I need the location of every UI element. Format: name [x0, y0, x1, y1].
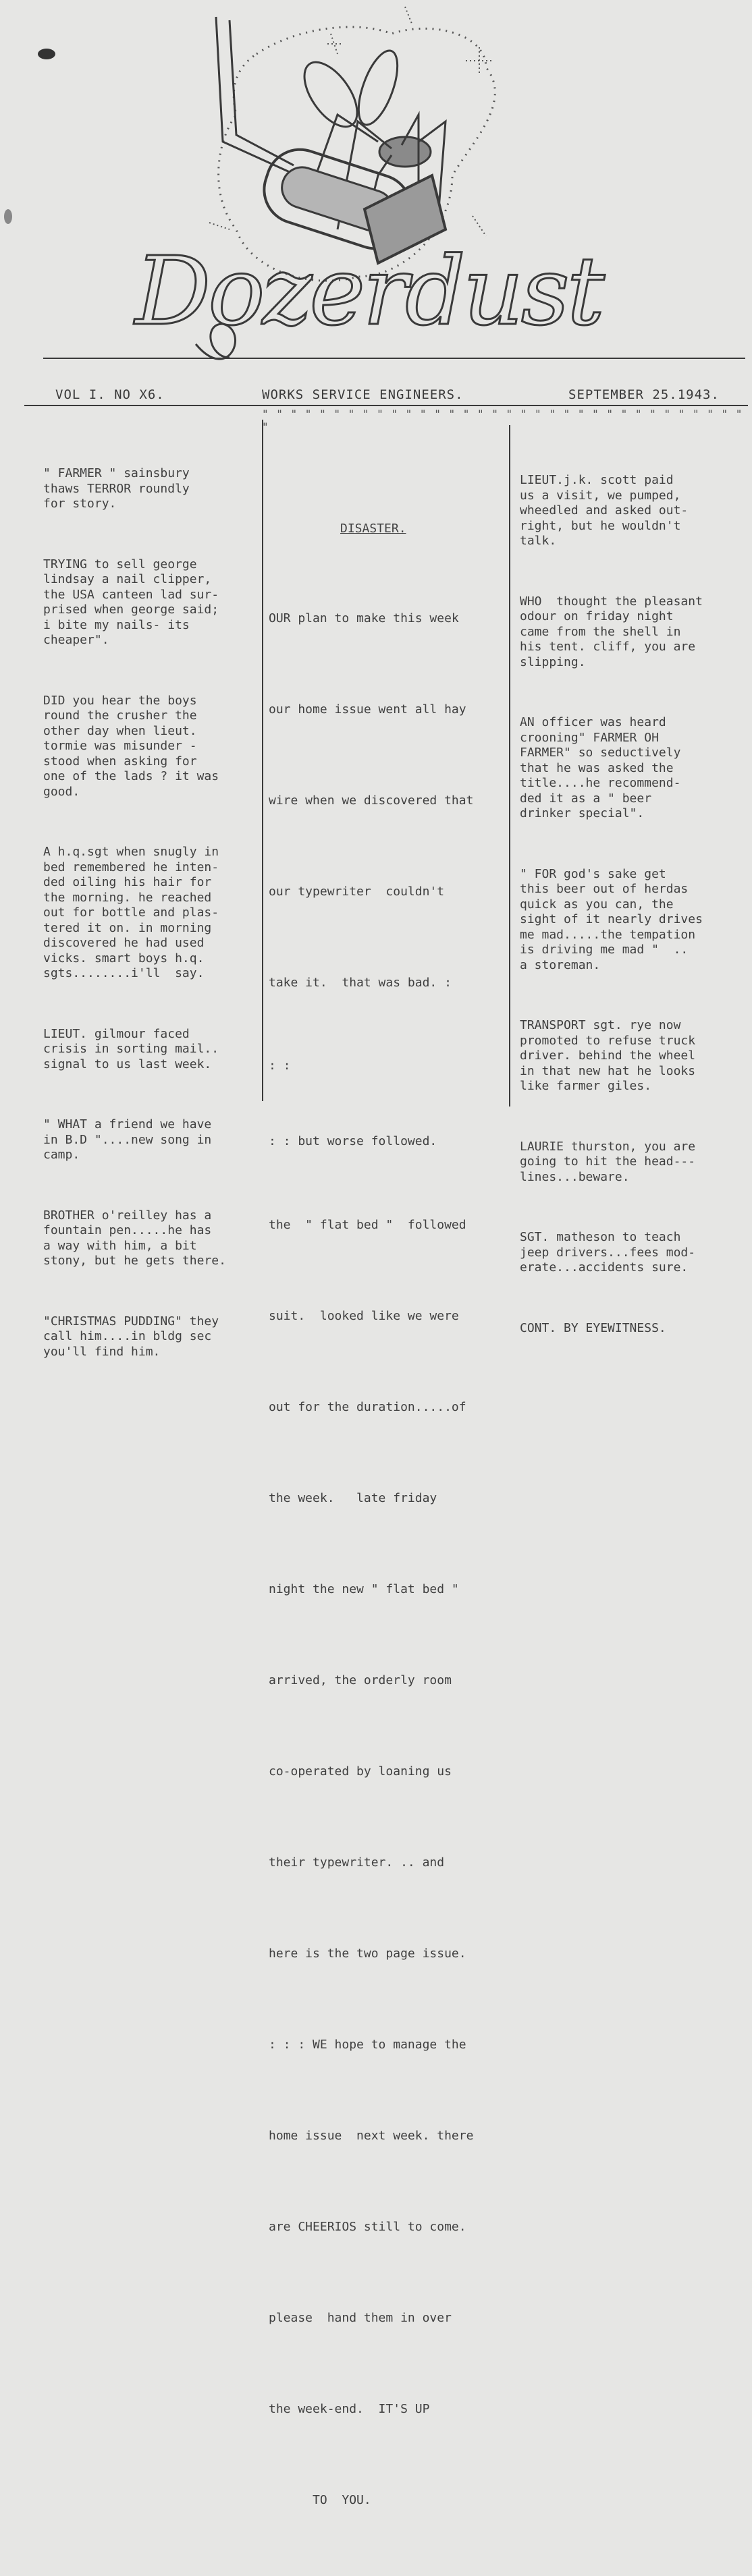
article-line: please hand them in over [269, 2311, 452, 2325]
article-line: : : : WE hope to manage the [269, 2038, 466, 2052]
news-item: AN officer was heard crooning" FARMER OH FARMER" so seductively that he was asked the title....he recommend- ded it as a " beer drinker special". [520, 715, 681, 820]
right-column [520, 443, 747, 1381]
masthead-title: Dozerdust [135, 237, 602, 347]
header-bottom-rule [24, 405, 748, 406]
news-item: " FARMER " sainsbury thaws TERROR roundly for story. [43, 466, 190, 511]
header-top-rule [43, 358, 745, 359]
ink-smudge [4, 209, 12, 224]
article-line: out for the duration.....of [269, 1400, 466, 1414]
news-item: "CHRISTMAS PUDDING" they call him....in bldg sec you'll find him. [43, 1314, 219, 1359]
article-line: our home issue went all hay [269, 702, 466, 717]
article-line: : : but worse followed. [269, 1134, 437, 1148]
news-item: " WHAT a friend we have in B.D "....new song in camp. [43, 1117, 212, 1162]
masthead-illustration [135, 7, 648, 385]
middle-column [269, 455, 508, 2576]
dotted-separator: " " " " " " " " " " " " " " " " " " " " " " " " " " " " " " " " " " " [262, 408, 743, 433]
news-item: A h.q.sgt when snugly in bed remembered he inten- ded oiling his hair for the morning. he reached out for bottle and plas- tered it on. in morning discovered he had used vicks. smart boys h.q. sgts........i'll say. [43, 845, 219, 980]
column-divider-right [509, 425, 510, 1107]
article-line: home issue next week. there [269, 2129, 474, 2143]
news-item: BROTHER o'reilley has a fountain pen.....he has a way with him, a bit stony, but he gets there. [43, 1208, 226, 1268]
article-line: OUR plan to make this week [269, 611, 459, 625]
news-item: DID you hear the boys round the crusher the other day when lieut. tormie was misunder - stood when asking for one of the lads ? it was good. [43, 693, 219, 799]
article-line: the week. late friday [269, 1491, 437, 1505]
news-item: TRANSPORT sgt. rye now promoted to refuse truck driver. behind the wheel in that new hat he looks like farmer giles. [520, 1018, 696, 1093]
ink-smudge [38, 49, 55, 59]
article-line: wire when we discovered that [269, 793, 474, 808]
article-line: suit. looked like we were [269, 1309, 459, 1323]
left-column [43, 436, 261, 1405]
article-title: DISASTER. [340, 522, 406, 536]
article-line: take it. that was bad. : [269, 976, 452, 990]
article-line: night the new " flat bed " [269, 1582, 459, 1596]
article-line: our typewriter couldn't [269, 885, 445, 899]
news-item: LIEUT. gilmour faced crisis in sorting mail.. signal to us last week. [43, 1026, 219, 1071]
news-item: TRYING to sell george lindsay a nail clipper, the USA canteen lad sur- prised when george said; i bite my nails- its cheaper". [43, 557, 219, 647]
news-item: SGT. matheson to teach jeep drivers...fees mod- erate...accidents sure. [520, 1230, 696, 1275]
news-item: LAURIE thurston, you are going to hit the head--- lines...beware. [520, 1139, 696, 1184]
article-line: their typewriter. .. and [269, 1855, 445, 1870]
article-line: are CHEERIOS still to come. [269, 2220, 466, 2234]
article-line: the week-end. IT'S UP [269, 2402, 430, 2416]
mosquito-wing-right [350, 46, 405, 130]
article-line: arrived, the orderly room [269, 1673, 452, 1687]
issue-date: SEPTEMBER 25.1943. [568, 387, 720, 402]
volume-number: VOL I. NO X6. [55, 387, 165, 402]
article-line: co-operated by loaning us [269, 1764, 452, 1779]
article-line: here is the two page issue. [269, 1947, 466, 1961]
unit-name: WORKS SERVICE ENGINEERS. [262, 387, 464, 402]
news-item: LIEUT.j.k. scott paid us a visit, we pumped, wheedled and asked out- right, but he wouldn't talk. [520, 473, 689, 548]
news-item: " FOR god's sake get this beer out of herdas quick as you can, the sight of it nearly drives me mad.....the tempation is driving me mad " .. a storeman. [520, 866, 703, 972]
byline: CONT. BY EYEWITNESS. [520, 1320, 666, 1335]
article-line: the " flat bed " followed [269, 1218, 466, 1232]
article-line: TO YOU. [269, 2493, 371, 2507]
article-line: : : [269, 1059, 291, 1073]
news-item: WHO thought the pleasant odour on friday night came from the shell in his tent. cliff, you are slipping. [520, 594, 703, 669]
column-divider-left [262, 420, 263, 1101]
